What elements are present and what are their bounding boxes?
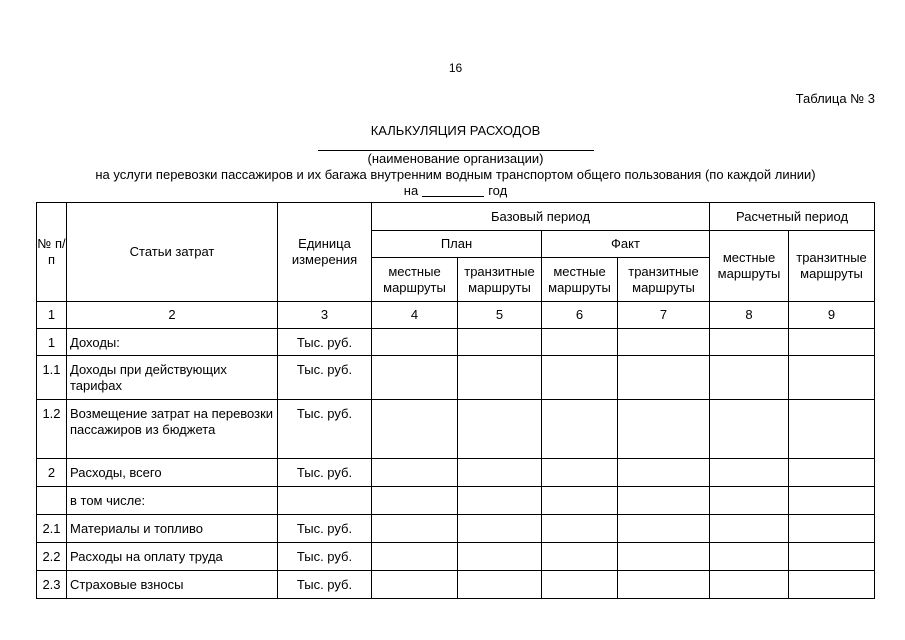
value-cell <box>372 400 458 459</box>
value-cell <box>618 515 710 543</box>
value-cell <box>542 571 618 599</box>
value-cell <box>542 515 618 543</box>
row-unit: Тыс. руб. <box>278 543 372 571</box>
table-row <box>37 329 875 356</box>
column-number: 6 <box>542 302 618 329</box>
value-cell <box>789 543 875 571</box>
value-cell <box>710 400 789 459</box>
value-cell <box>618 571 710 599</box>
year-line <box>0 183 905 198</box>
row-unit: Тыс. руб. <box>278 329 372 356</box>
value-cell <box>458 400 542 459</box>
row-unit: Тыс. руб. <box>278 459 372 487</box>
row-unit: Тыс. руб. <box>278 356 372 400</box>
row-num: 2.1 <box>37 515 67 543</box>
header-fact: Факт <box>542 231 710 258</box>
row-num <box>37 487 67 515</box>
value-cell <box>458 487 542 515</box>
value-cell <box>542 487 618 515</box>
row-unit: Тыс. руб. <box>278 515 372 543</box>
header-fact-transit: транзитные маршруты <box>618 258 710 302</box>
value-cell <box>542 329 618 356</box>
header-base-period: Базовый период <box>372 203 710 231</box>
value-cell <box>372 459 458 487</box>
table-row <box>37 459 875 487</box>
value-cell <box>618 329 710 356</box>
row-name: Доходы при действующих тарифах <box>67 356 278 400</box>
value-cell <box>458 515 542 543</box>
value-cell <box>710 459 789 487</box>
value-cell <box>542 459 618 487</box>
value-cell <box>618 543 710 571</box>
header-item: Статьи затрат <box>67 203 278 302</box>
value-cell <box>542 356 618 400</box>
table-row <box>37 356 875 400</box>
table-row <box>37 487 875 515</box>
table-row <box>37 400 875 459</box>
value-cell <box>789 356 875 400</box>
column-number: 4 <box>372 302 458 329</box>
row-unit: Тыс. руб. <box>278 400 372 459</box>
table-row <box>37 515 875 543</box>
value-cell <box>710 329 789 356</box>
value-cell <box>542 543 618 571</box>
header-plan: План <box>372 231 542 258</box>
row-name: Доходы: <box>67 329 278 356</box>
column-number: 2 <box>67 302 278 329</box>
value-cell <box>458 356 542 400</box>
column-number: 7 <box>618 302 710 329</box>
column-number-row <box>37 302 875 329</box>
value-cell <box>710 543 789 571</box>
value-cell <box>372 571 458 599</box>
value-cell <box>458 329 542 356</box>
value-cell <box>372 543 458 571</box>
row-name: Материалы и топливо <box>67 515 278 543</box>
value-cell <box>618 487 710 515</box>
column-number: 8 <box>710 302 789 329</box>
row-num: 2.2 <box>37 543 67 571</box>
row-name: Расходы, всего <box>67 459 278 487</box>
row-name: Страховые взносы <box>67 571 278 599</box>
row-name: в том числе: <box>67 487 278 515</box>
header-calc-period: Расчетный период <box>710 203 875 231</box>
header-num: № п/п <box>37 203 67 302</box>
column-number: 5 <box>458 302 542 329</box>
table-row <box>37 571 875 599</box>
value-cell <box>618 356 710 400</box>
value-cell <box>710 571 789 599</box>
value-cell <box>789 329 875 356</box>
value-cell <box>710 515 789 543</box>
value-cell <box>542 400 618 459</box>
row-num: 1 <box>37 329 67 356</box>
value-cell <box>458 571 542 599</box>
value-cell <box>372 487 458 515</box>
row-name: Возмещение затрат на перевозки пассажиров из бюджета <box>67 400 278 459</box>
row-num: 2 <box>37 459 67 487</box>
row-name: Расходы на оплату труда <box>67 543 278 571</box>
column-number: 1 <box>37 302 67 329</box>
value-cell <box>618 459 710 487</box>
header-calc-local: местные маршруты <box>710 231 789 302</box>
year-blank-field <box>422 184 484 197</box>
header-plan-transit: транзитные маршруты <box>458 258 542 302</box>
value-cell <box>372 329 458 356</box>
column-number: 9 <box>789 302 875 329</box>
row-num: 2.3 <box>37 571 67 599</box>
value-cell <box>458 543 542 571</box>
organization-caption: (наименование организации) <box>367 151 544 166</box>
header-unit: Единица измерения <box>278 203 372 302</box>
value-cell <box>789 571 875 599</box>
year-prefix: на <box>403 183 419 198</box>
value-cell <box>789 400 875 459</box>
header-calc-transit: транзитные маршруты <box>789 231 875 302</box>
row-unit <box>278 487 372 515</box>
header-plan-local: местные маршруты <box>372 258 458 302</box>
table-reference: Таблица № 3 <box>795 91 875 106</box>
value-cell <box>789 459 875 487</box>
row-num: 1.1 <box>37 356 67 400</box>
header-fact-local: местные маршруты <box>542 258 618 302</box>
row-num: 1.2 <box>37 400 67 459</box>
year-suffix: год <box>488 183 508 198</box>
column-number: 3 <box>278 302 372 329</box>
value-cell <box>458 459 542 487</box>
value-cell <box>789 487 875 515</box>
value-cell <box>710 356 789 400</box>
value-cell <box>789 515 875 543</box>
value-cell <box>710 487 789 515</box>
value-cell <box>372 515 458 543</box>
value-cell <box>372 356 458 400</box>
cost-calculation-table <box>36 202 875 599</box>
table-row <box>37 543 875 571</box>
page-number: 16 <box>448 61 463 75</box>
value-cell <box>618 400 710 459</box>
document-subtitle: на услуги перевозки пассажиров и их багажа внутренним водным транспортом общего пользования (по каждой линии) <box>95 167 816 182</box>
document-title: КАЛЬКУЛЯЦИЯ РАСХОДОВ <box>370 123 541 138</box>
row-unit: Тыс. руб. <box>278 571 372 599</box>
